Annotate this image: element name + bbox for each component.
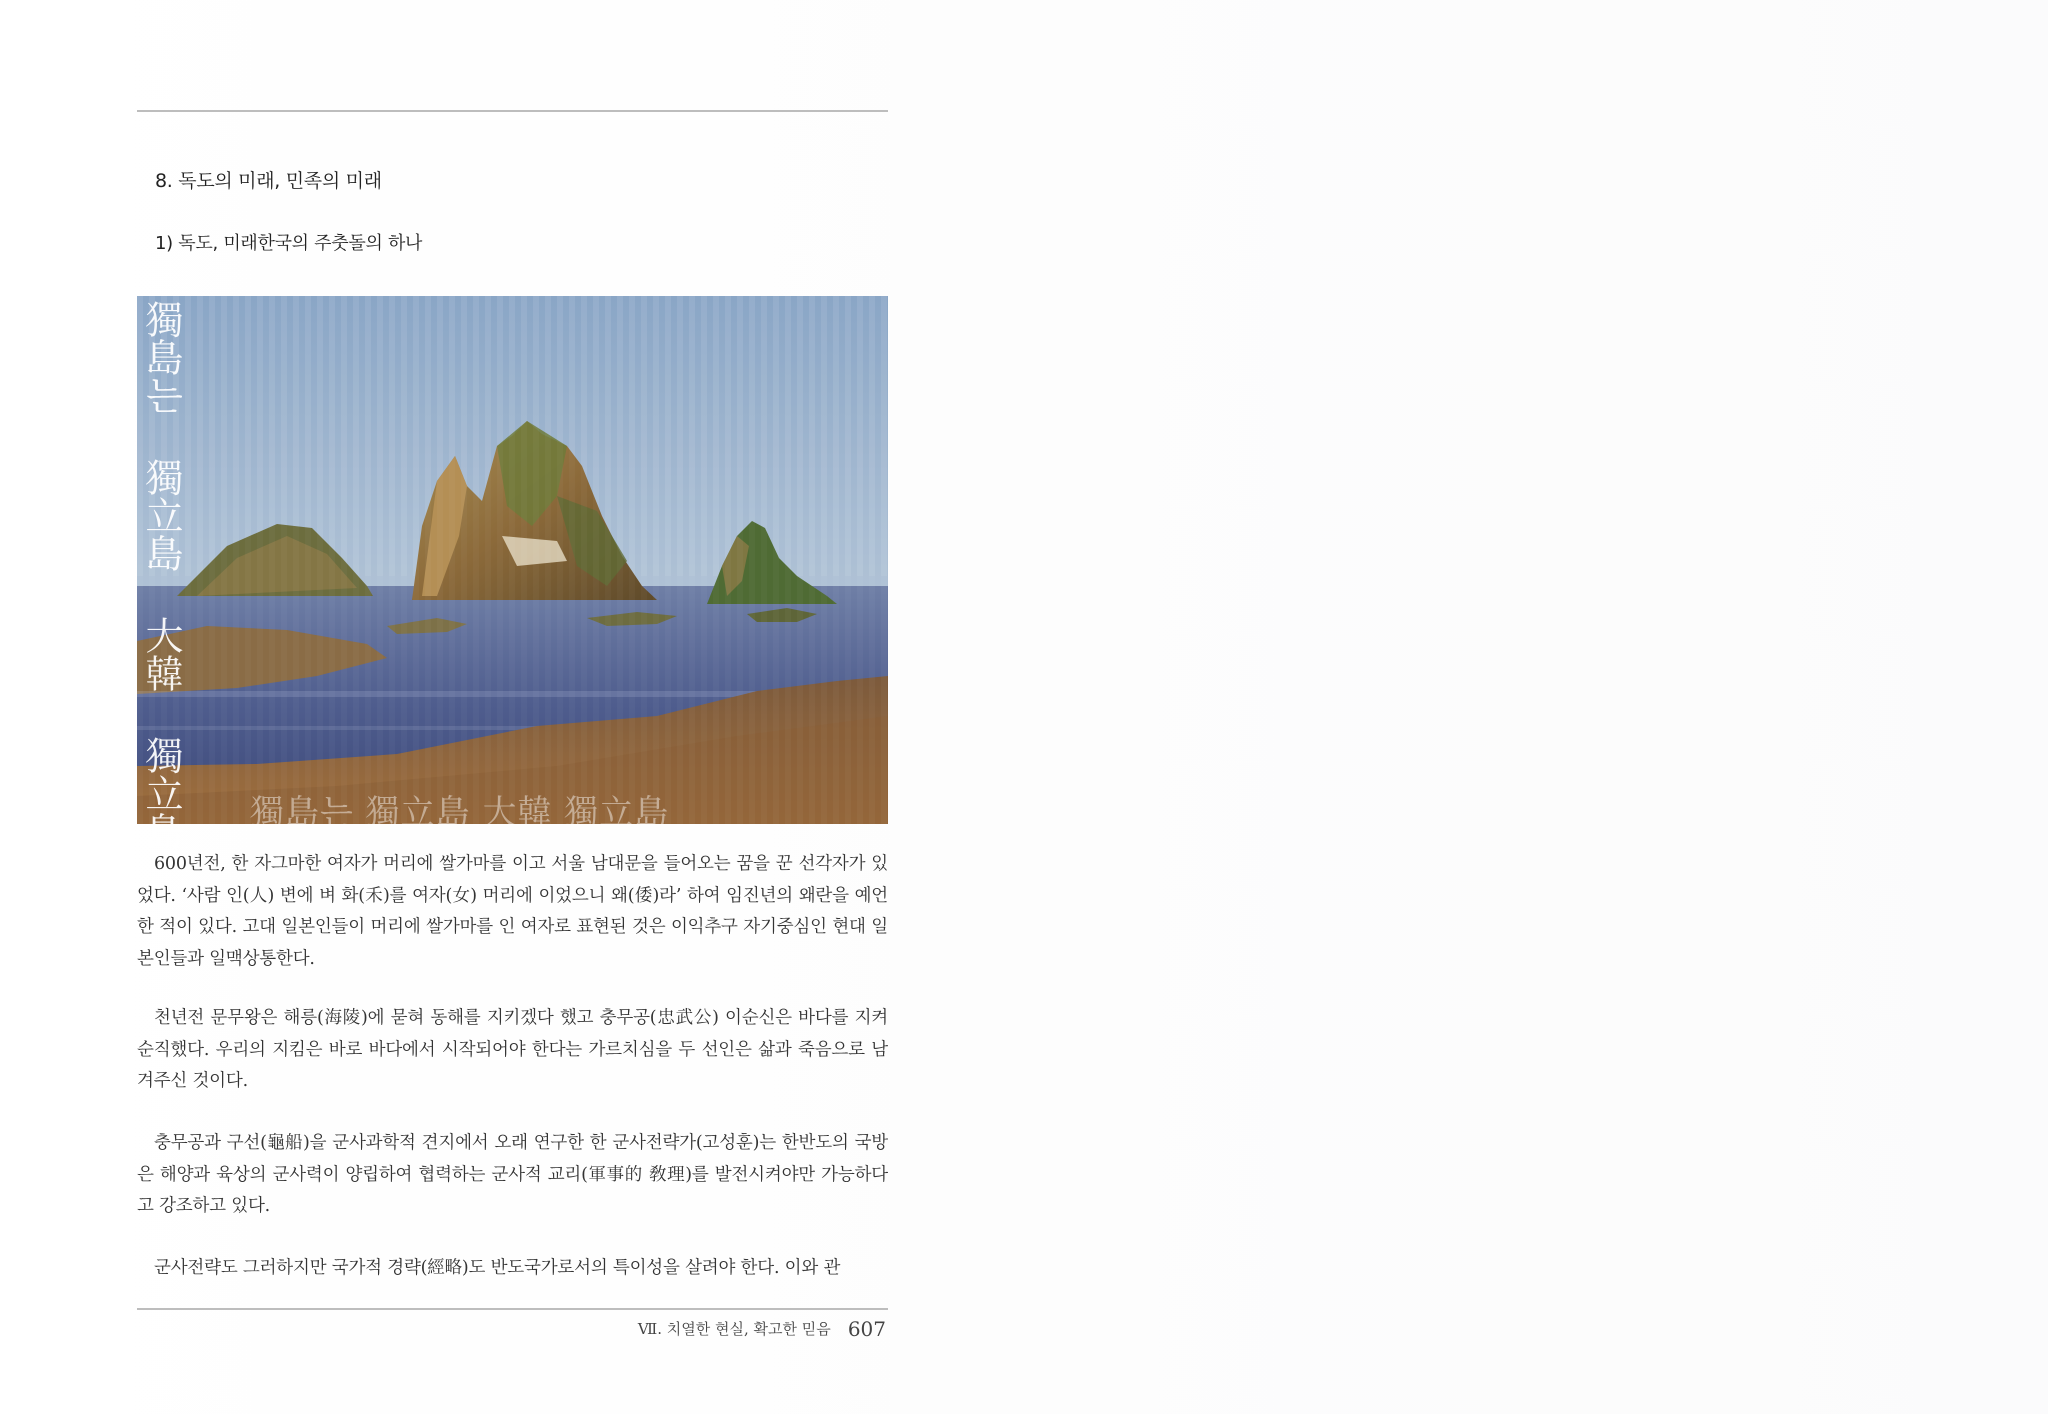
section-title: 8. 독도의 미래, 민족의 미래 <box>155 170 382 192</box>
subsection-title: 1) 독도, 미래한국의 주춧돌의 하나 <box>155 233 423 254</box>
paragraph-4 <box>137 1253 888 1285</box>
paragraph-1-text: 600년전, 한 자그마한 여자가 머리에 쌀가마를 이고 서울 남대문을 들어오는 꿈을 꾼 선각자가 있었다. ‘사람 인(人) 변에 벼 화(禾)를 여자(女) 머리에 이었으니 왜(倭)라’ 하여 임진년의 왜란을 예언한 적이 있다. 고대 일본인들이 머리에 쌀가마를 인 여자로 표현된 것은 이익추구 자기중심인 현대 일본인들과 일맥상통한다. <box>137 854 888 969</box>
paragraph-3-text: 충무공과 구선(龜船)을 군사과학적 견지에서 오래 연구한 한 군사전략가(고성훈)는 한반도의 국방은 해양과 육상의 군사력이 양립하여 협력하는 군사적 교리(軍事的 敎理)를 발전시켜야만 가능하다고 강조하고 있다. <box>137 1133 888 1216</box>
page-footer <box>638 1317 886 1341</box>
paragraph-4-text: 군사전략도 그러하지만 국가적 경략(經略)도 반도국가로서의 특이성을 살려야 한다. 이와 관 <box>154 1258 841 1278</box>
footer-chapter: Ⅶ. 치열한 현실, 확고한 믿음 <box>637 1320 831 1338</box>
dokdo-photo <box>137 296 888 824</box>
page-number: 607 <box>847 1317 886 1341</box>
header-rule <box>137 110 888 112</box>
photo-vertical-caption: 獨島는 獨立島 大韓 獨立島 <box>139 300 183 850</box>
paragraph-2 <box>137 1003 888 1098</box>
paragraph-2-text: 천년전 문무왕은 해릉(海陵)에 묻혀 동해를 지키겠다 했고 충무공(忠武公) 이순신은 바다를 지켜 순직했다. 우리의 지킴은 바로 바다에서 시작되어야 한다는 가르치심을 두 선인은 삶과 죽음으로 남겨주신 것이다. <box>137 1008 888 1091</box>
photo-horizontal-caption: 獨島는 獨立島 大韓 獨立島 <box>250 793 670 833</box>
paragraph-1 <box>137 849 888 975</box>
footer-rule <box>137 1308 888 1310</box>
paragraph-3 <box>137 1128 888 1223</box>
